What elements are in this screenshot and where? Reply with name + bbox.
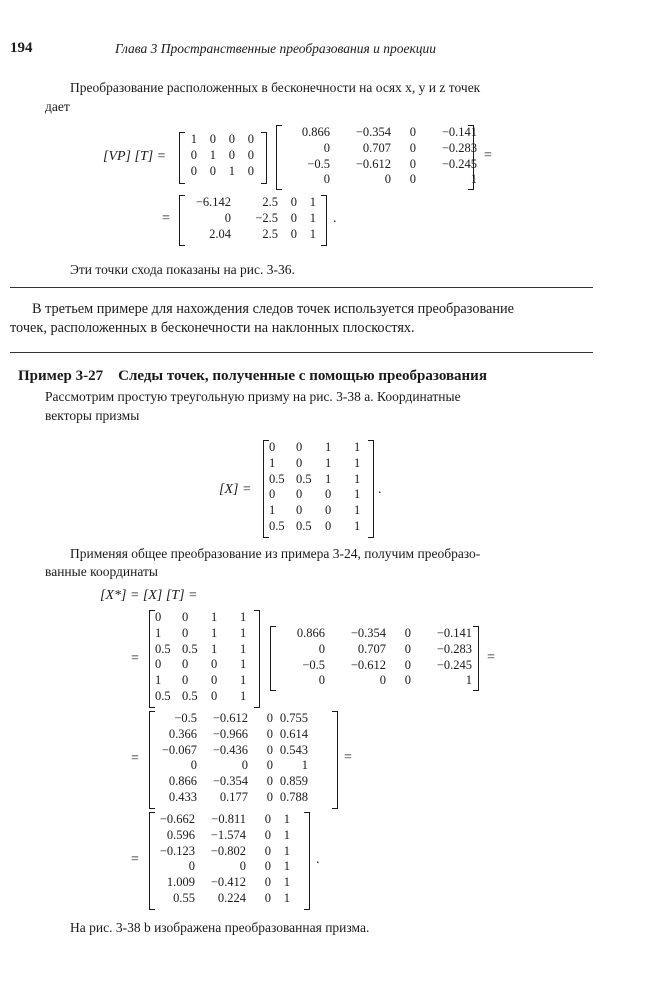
matrix-cell: −0.141 [441, 125, 477, 139]
matrix-cell: −0.802 [210, 843, 246, 858]
matrix-cell: 0.866 [168, 774, 197, 789]
matrix-cell: 1 [211, 641, 218, 656]
matrix-cell: 0 [266, 726, 273, 741]
matrix-cell: 0 [266, 789, 273, 804]
matrix-cell: 0 [247, 132, 254, 146]
matrix-cell: −6.142 [195, 195, 231, 209]
matrix-cell: 0 [239, 859, 246, 874]
matrix-cell: −1.574 [210, 827, 246, 842]
matrix-cell: 0 [211, 673, 218, 688]
matrix-cell: 1 [211, 610, 218, 624]
matrix-cell: 0 [325, 518, 332, 533]
matrix-cell: 1 [155, 673, 162, 688]
bracket [473, 626, 479, 691]
matrix-cell: 0 [182, 625, 189, 640]
matrix-cell: 0.543 [279, 742, 308, 757]
matrix-cell: 0 [247, 147, 254, 162]
bracket [468, 125, 474, 190]
matrix-cell: 0 [264, 827, 271, 842]
matrix-cell: 0 [404, 641, 411, 656]
matrix-cell: 1 [465, 673, 472, 688]
matrix-row [148, 859, 290, 875]
matrix-transform-repeat [276, 626, 472, 689]
matrix-cell: 0 [296, 487, 303, 502]
matrix-row [150, 657, 250, 673]
matrix-cell: 0.5 [296, 518, 312, 533]
matrix-cell: 0 [209, 163, 216, 178]
divider [10, 287, 593, 288]
matrix-cell: 0 [228, 147, 235, 162]
matrix-cell: 0 [264, 859, 271, 874]
para1-line1: Преобразование расположенных в бесконечности на осях x, y и z точек [70, 80, 481, 95]
matrix-cell: 1 [325, 440, 332, 454]
matrix-row [276, 642, 472, 658]
matrix-cell: 0.866 [301, 125, 330, 139]
matrix-cell: 1 [240, 610, 247, 624]
matrix-cell: −2.5 [255, 210, 278, 225]
matrix-cell: 1 [325, 455, 332, 470]
period: . [316, 852, 320, 867]
matrix-cell: 1.009 [166, 875, 195, 890]
matrix-cell: 0.5 [182, 688, 198, 703]
matrix-cell: 1 [283, 843, 290, 858]
equals-sign: = [131, 852, 139, 867]
matrix-cell: 2.04 [209, 226, 231, 241]
matrix-cell: 0.5 [182, 641, 198, 656]
matrix-row [178, 164, 254, 180]
matrix-cell: 0 [190, 758, 197, 773]
matrix-cell: 0.177 [219, 789, 248, 804]
matrix-result-1 [182, 195, 316, 242]
matrix-row [150, 774, 308, 790]
matrix-cell: 0 [404, 657, 411, 672]
matrix-x-repeat [150, 610, 250, 705]
matrix-cell: 0 [296, 455, 303, 470]
matrix-cell: 0 [224, 210, 231, 225]
matrix-cell: 0 [266, 758, 273, 773]
divider [10, 352, 593, 353]
matrix-row [178, 148, 254, 164]
matrix-row [264, 456, 364, 472]
equals-sign: = [344, 750, 352, 765]
para4-line1: Рассмотрим простую треугольную призму на рис. 3-38 a. Координатные [45, 389, 461, 404]
matrix-cell: 0.55 [173, 890, 195, 905]
matrix-row [150, 673, 250, 689]
equals-sign: = [131, 651, 139, 666]
eq1-lhs: [VP] [T] = [103, 149, 167, 164]
matrix-cell: 0 [404, 626, 411, 640]
para1-line2: дает [45, 99, 70, 114]
equals-sign: = [487, 650, 495, 665]
matrix-cell: 0.5 [269, 518, 285, 533]
matrix-cell: 0.5 [155, 688, 171, 703]
matrix-row [276, 626, 472, 642]
matrix-cell: −0.412 [210, 875, 246, 890]
matrix-cell: 0 [264, 843, 271, 858]
matrix-row [148, 812, 290, 828]
matrix-cell: 0 [264, 812, 271, 826]
matrix-cell: 1 [354, 471, 361, 486]
matrix-cell: 0.707 [357, 641, 386, 656]
matrix-cell: 1 [240, 625, 247, 640]
matrix-cell: 0 [190, 163, 197, 178]
matrix-cell: −0.354 [350, 626, 386, 640]
matrix-row [264, 472, 364, 488]
matrix-cell: 1 [354, 440, 361, 454]
matrix-cell: 0 [325, 487, 332, 502]
matrix-cell: −0.612 [355, 156, 391, 171]
matrix-cell: 0 [266, 711, 273, 725]
matrix-cell: 0 [182, 673, 189, 688]
matrix-cell: 0 [404, 673, 411, 688]
matrix-cell: 0 [269, 487, 276, 502]
bracket [254, 610, 260, 708]
matrix-cell: 0 [190, 147, 197, 162]
matrix-cell: 1 [354, 487, 361, 502]
bracket [261, 132, 267, 184]
matrix-cell: 0 [290, 195, 297, 209]
matrix-cell: 0 [155, 657, 162, 672]
matrix-cell: −0.5 [302, 657, 325, 672]
matrix-row [150, 790, 308, 806]
matrix-cell: −0.123 [159, 843, 195, 858]
matrix-cell: −0.966 [212, 726, 248, 741]
matrix-projection [178, 132, 254, 179]
matrix-cell: −0.354 [355, 125, 391, 139]
matrix-row [150, 689, 250, 705]
matrix-cell: 0 [296, 503, 303, 518]
matrix-row [150, 758, 308, 774]
matrix-cell: 0.866 [296, 626, 325, 640]
matrix-row [150, 743, 308, 759]
matrix-cell: 0 [188, 859, 195, 874]
matrix-cell: −0.612 [212, 711, 248, 725]
matrix-cell: 0.755 [279, 711, 308, 725]
matrix-cell: 1 [240, 673, 247, 688]
matrix-row [276, 673, 472, 689]
matrix-cell: 0 [209, 132, 216, 146]
matrix-cell: 2.5 [262, 195, 278, 209]
matrix-cell: 1 [309, 226, 316, 241]
matrix-cell: −0.283 [441, 140, 477, 155]
matrix-cell: −0.5 [174, 711, 197, 725]
matrix-row [150, 626, 250, 642]
matrix-cell: 0.366 [168, 726, 197, 741]
para5-line2: ванные координаты [45, 564, 158, 579]
matrix-cell: 1 [325, 471, 332, 486]
matrix-row [264, 440, 364, 456]
matrix-cell: 0 [409, 172, 416, 187]
matrix-row [148, 875, 290, 891]
matrix-cell: 0 [264, 890, 271, 905]
matrix-row [264, 503, 364, 519]
matrix-row [281, 157, 477, 173]
matrix-cell: 1 [283, 812, 290, 826]
matrix-row [150, 642, 250, 658]
matrix-cell: 0 [269, 440, 276, 454]
matrix-cell: 0 [384, 172, 391, 187]
matrix-cell: 0 [211, 688, 218, 703]
matrix-cell: 0 [211, 657, 218, 672]
matrix-cell: 1 [211, 625, 218, 640]
matrix-x [264, 440, 364, 535]
matrix-cell: −0.283 [436, 641, 472, 656]
running-head: Глава 3 Пространственные преобразования и проекции [115, 41, 437, 56]
matrix-row [182, 227, 316, 243]
page-number: 194 [10, 40, 33, 56]
matrix-normalized [148, 812, 290, 907]
matrix-cell: 0.5 [269, 471, 285, 486]
matrix-cell: 0 [228, 132, 235, 146]
matrix-row [178, 132, 254, 148]
matrix-row [148, 844, 290, 860]
matrix-cell: 0 [290, 226, 297, 241]
matrix-row [150, 711, 308, 727]
equals-sign: = [162, 211, 170, 226]
matrix-cell: 0 [182, 610, 189, 624]
matrix-row [148, 891, 290, 907]
matrix-row [264, 519, 364, 535]
matrix-cell: 0.433 [168, 789, 197, 804]
matrix-row [281, 141, 477, 157]
matrix-cell: 0.859 [279, 774, 308, 789]
matrix-cell: 0 [323, 140, 330, 155]
matrix-cell: −0.811 [211, 812, 246, 826]
example-heading: Пример 3-27 Следы точек, полученные с помощью преобразования [18, 368, 487, 384]
matrix-cell: 0.5 [155, 641, 171, 656]
matrix-cell: 0 [266, 774, 273, 789]
matrix-cell: 1 [354, 503, 361, 518]
equals-sign: = [484, 148, 492, 163]
matrix-cell: 1 [269, 503, 276, 518]
matrix-cell: 1 [354, 455, 361, 470]
matrix-row [276, 658, 472, 674]
bracket [332, 711, 338, 809]
para5-line1: Применяя общее преобразование из примера 3-24, получим преобразо- [70, 546, 481, 561]
matrix-cell: 2.5 [262, 226, 278, 241]
matrix-cell: 1 [209, 147, 216, 162]
matrix-cell: 0 [325, 503, 332, 518]
matrix-cell: 0.707 [362, 140, 391, 155]
matrix-transform [281, 125, 477, 188]
matrix-cell: 0.224 [217, 890, 246, 905]
matrix-cell: 0 [318, 673, 325, 688]
para4-line2: векторы призмы [45, 408, 140, 423]
bracket [321, 195, 327, 246]
matrix-cell: 1 [190, 132, 197, 146]
xstar-lhs: [X*] = [X] [T] = [100, 588, 198, 603]
matrix-cell: 1 [283, 859, 290, 874]
matrix-row [182, 211, 316, 227]
matrix-cell: 0 [318, 641, 325, 656]
matrix-cell: −0.662 [159, 812, 195, 826]
matrix-cell: 0 [290, 210, 297, 225]
matrix-cell: 1 [283, 827, 290, 842]
matrix-row [148, 828, 290, 844]
matrix-cell: −0.245 [436, 657, 472, 672]
matrix-cell: −0.612 [350, 657, 386, 672]
period: . [378, 482, 382, 497]
bracket [304, 812, 310, 910]
matrix-row [264, 487, 364, 503]
equals-sign: = [131, 751, 139, 766]
matrix-cell: 1 [309, 195, 316, 209]
matrix-cell: 1 [309, 210, 316, 225]
matrix-cell: 1 [155, 625, 162, 640]
matrix-cell: −0.436 [212, 742, 248, 757]
matrix-cell: 1 [301, 758, 308, 773]
matrix-cell: −0.354 [212, 774, 248, 789]
matrix-cell: 0 [323, 172, 330, 187]
matrix-cell: 0 [379, 673, 386, 688]
para3-line2: точек, расположенных в бесконечности на наклонных плоскостях. [10, 320, 415, 336]
matrix-cell: 1 [269, 455, 276, 470]
matrix-homogeneous [150, 711, 308, 806]
matrix-row [182, 195, 316, 211]
matrix-cell: 0 [409, 125, 416, 139]
bracket [368, 440, 374, 538]
matrix-cell: 0.788 [279, 789, 308, 804]
matrix-cell: 0 [247, 163, 254, 178]
para6: На рис. 3-38 b изображена преобразованная призма. [70, 920, 370, 935]
matrix-cell: 0.5 [296, 471, 312, 486]
matrix-cell: 1 [240, 641, 247, 656]
para2: Эти точки схода показаны на рис. 3-36. [70, 262, 295, 277]
matrix-cell: 0 [241, 758, 248, 773]
matrix-cell: 1 [240, 657, 247, 672]
matrix-cell: −0.067 [161, 742, 197, 757]
matrix-cell: 1 [470, 172, 477, 187]
matrix-cell: 0 [264, 875, 271, 890]
matrix-cell: 1 [283, 875, 290, 890]
matrix-cell: 0 [409, 156, 416, 171]
matrix-cell: 0.596 [166, 827, 195, 842]
matrix-row [281, 172, 477, 188]
matrix-cell: −0.5 [307, 156, 330, 171]
matrix-cell: 0 [409, 140, 416, 155]
matrix-cell: 0 [182, 657, 189, 672]
matrix-cell: −0.245 [441, 156, 477, 171]
matrix-cell: 1 [283, 890, 290, 905]
x-lhs: [X] = [219, 482, 252, 497]
matrix-cell: 0 [296, 440, 303, 454]
matrix-row [281, 125, 477, 141]
period: . [333, 211, 337, 226]
matrix-cell: 0 [266, 742, 273, 757]
matrix-cell: 1 [354, 518, 361, 533]
matrix-row [150, 727, 308, 743]
para3-line1: В третьем примере для нахождения следов точек используется преобразование [32, 301, 515, 317]
matrix-cell: −0.141 [436, 626, 472, 640]
matrix-cell: 1 [240, 688, 247, 703]
matrix-cell: 0.614 [279, 726, 308, 741]
matrix-cell: 1 [228, 163, 235, 178]
matrix-cell: 0 [155, 610, 162, 624]
matrix-row [150, 610, 250, 626]
